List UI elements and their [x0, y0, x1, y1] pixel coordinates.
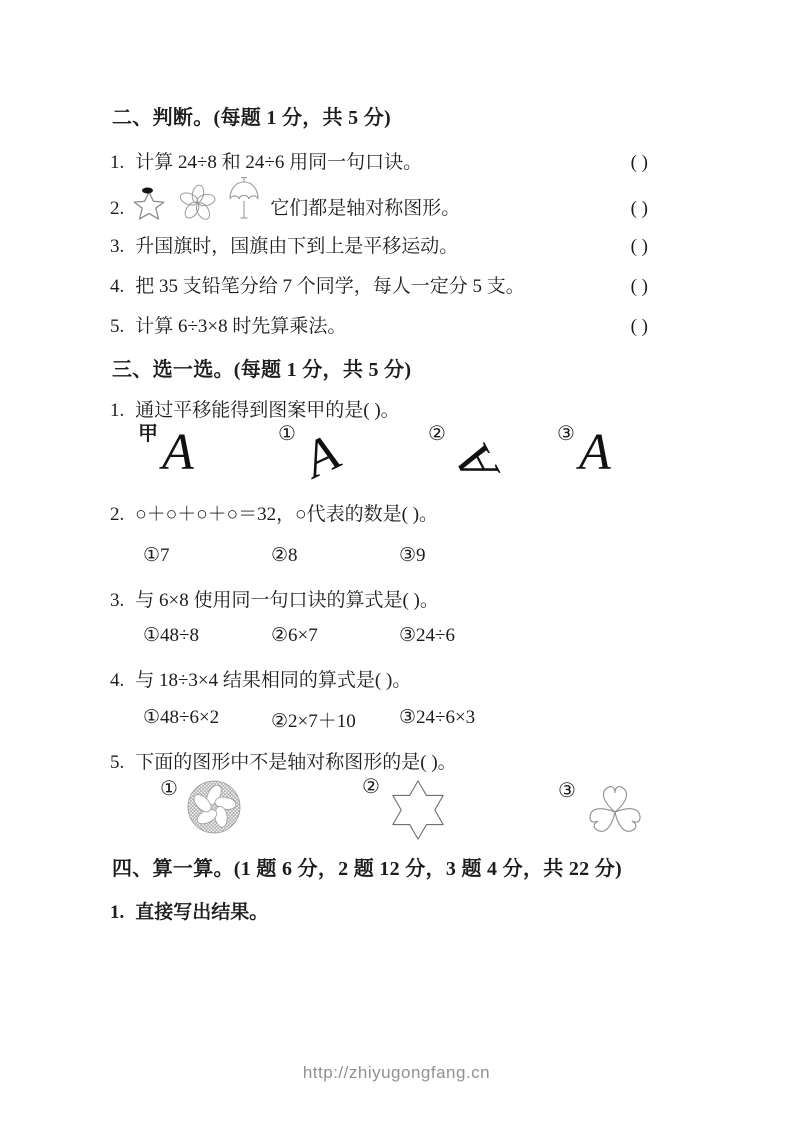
shape-option-2: [362, 777, 448, 843]
star-icon: [128, 186, 170, 222]
figure-option-1: [278, 423, 348, 490]
judge-item-3: [110, 231, 648, 258]
answer-parentheses: ( ): [630, 276, 648, 297]
answer-parentheses: ( ): [630, 152, 648, 173]
option-3: ③9: [399, 545, 426, 566]
choose-item-1: [110, 395, 648, 422]
section-judge-title: 二、判断。(每题 1 分，共 5 分): [112, 107, 392, 129]
item-number: 3.: [110, 236, 125, 257]
letter-a-rotated: A: [444, 436, 510, 492]
leaf-icon: [179, 184, 217, 222]
umbrella-icon: [226, 176, 262, 222]
option-2: ②2×7＋10: [271, 711, 356, 732]
judge-item-4: [110, 271, 648, 298]
choose-item-5: [110, 747, 648, 774]
choose-item-3-options: [143, 624, 455, 647]
shape-option-3: [558, 781, 646, 839]
item-text: 通过平移能得到图案甲的是( )。: [135, 400, 400, 421]
figure-jia: [138, 423, 194, 481]
clover-hearts-icon: [584, 781, 646, 839]
item-text: 与 18÷3×4 结果相同的算式是( )。: [135, 670, 412, 691]
judge-item-5: [110, 311, 648, 338]
choose-item-2: [110, 499, 648, 526]
answer-parentheses: ( ): [630, 316, 648, 337]
letter-a-upright: A: [162, 424, 194, 481]
item-text: 与 6×8 使用同一句口诀的算式是( )。: [135, 590, 439, 611]
option-1: ①7: [143, 545, 170, 566]
answer-parentheses: ( ): [630, 236, 648, 257]
figure-label: ②: [362, 776, 380, 798]
section-calc-title: 四、算一算。(1 题 6 分，2 题 12 分，3 题 4 分，共 22 分): [112, 858, 623, 880]
letter-a-tilted: A: [295, 424, 348, 490]
figure-label: ①: [278, 423, 296, 445]
item-number: 4.: [110, 276, 125, 297]
item-text: 计算 24÷8 和 24÷6 用同一句口诀。: [135, 152, 423, 173]
shape-option-1: [160, 779, 242, 835]
item-number: 1.: [110, 400, 125, 421]
figure-label: ③: [557, 423, 575, 445]
flower-circle-icon: [186, 779, 242, 835]
choose-item-4: [110, 665, 648, 692]
answer-parentheses: ( ): [630, 198, 648, 219]
item-text: ○＋○＋○＋○＝32，○代表的数是( )。: [135, 504, 439, 525]
symmetry-icon-strip: [128, 176, 262, 222]
item-text: 它们都是轴对称图形。: [270, 198, 461, 219]
footer-url: http://zhiyugongfang.cn: [302, 1063, 491, 1082]
section-choose-title: 三、选一选。(每题 1 分，共 5 分): [112, 359, 412, 381]
item-text: 直接写出结果。: [135, 902, 269, 923]
option-2: ②6×7: [271, 625, 318, 646]
item-text: 升国旗时，国旗由下到上是平移运动。: [135, 236, 459, 257]
figure-label: ③: [558, 780, 576, 802]
choose-item-4-options: [143, 706, 475, 733]
item-number: 5.: [110, 752, 125, 773]
item-text: 把 35 支铅笔分给 7 个同学，每人一定分 5 支。: [135, 276, 525, 297]
item-number: 2.: [110, 198, 125, 219]
item-number: 2.: [110, 504, 125, 525]
item-number: 1.: [110, 902, 125, 923]
judge-item-1: [110, 147, 648, 174]
item-number: 5.: [110, 316, 125, 337]
figure-label: ②: [428, 423, 446, 445]
figure-option-3: [557, 423, 611, 481]
figure-label: 甲: [138, 423, 158, 445]
option-3: ③24÷6: [399, 625, 455, 646]
judge-item-2: [110, 176, 648, 222]
star-dot: [142, 188, 153, 194]
item-text: 计算 6÷3×8 时先算乘法。: [135, 316, 347, 337]
choose-item-3: [110, 585, 648, 612]
figure-label: ①: [160, 778, 178, 800]
letter-a-upright: A: [578, 424, 611, 481]
six-pointed-star-icon: [388, 777, 448, 843]
item-text: 下面的图形中不是轴对称图形的是( )。: [135, 752, 457, 773]
option-1: ①48÷8: [143, 625, 199, 646]
calc-item-1: [110, 897, 648, 924]
option-2: ②8: [271, 545, 298, 566]
choose-item-2-options: [143, 544, 426, 567]
item-number: 3.: [110, 590, 125, 611]
option-3: ③24÷6×3: [399, 707, 476, 728]
item-number: 4.: [110, 670, 125, 691]
figure-option-2: [428, 423, 510, 492]
item-number: 1.: [110, 152, 125, 173]
option-1: ①48÷6×2: [143, 707, 220, 728]
